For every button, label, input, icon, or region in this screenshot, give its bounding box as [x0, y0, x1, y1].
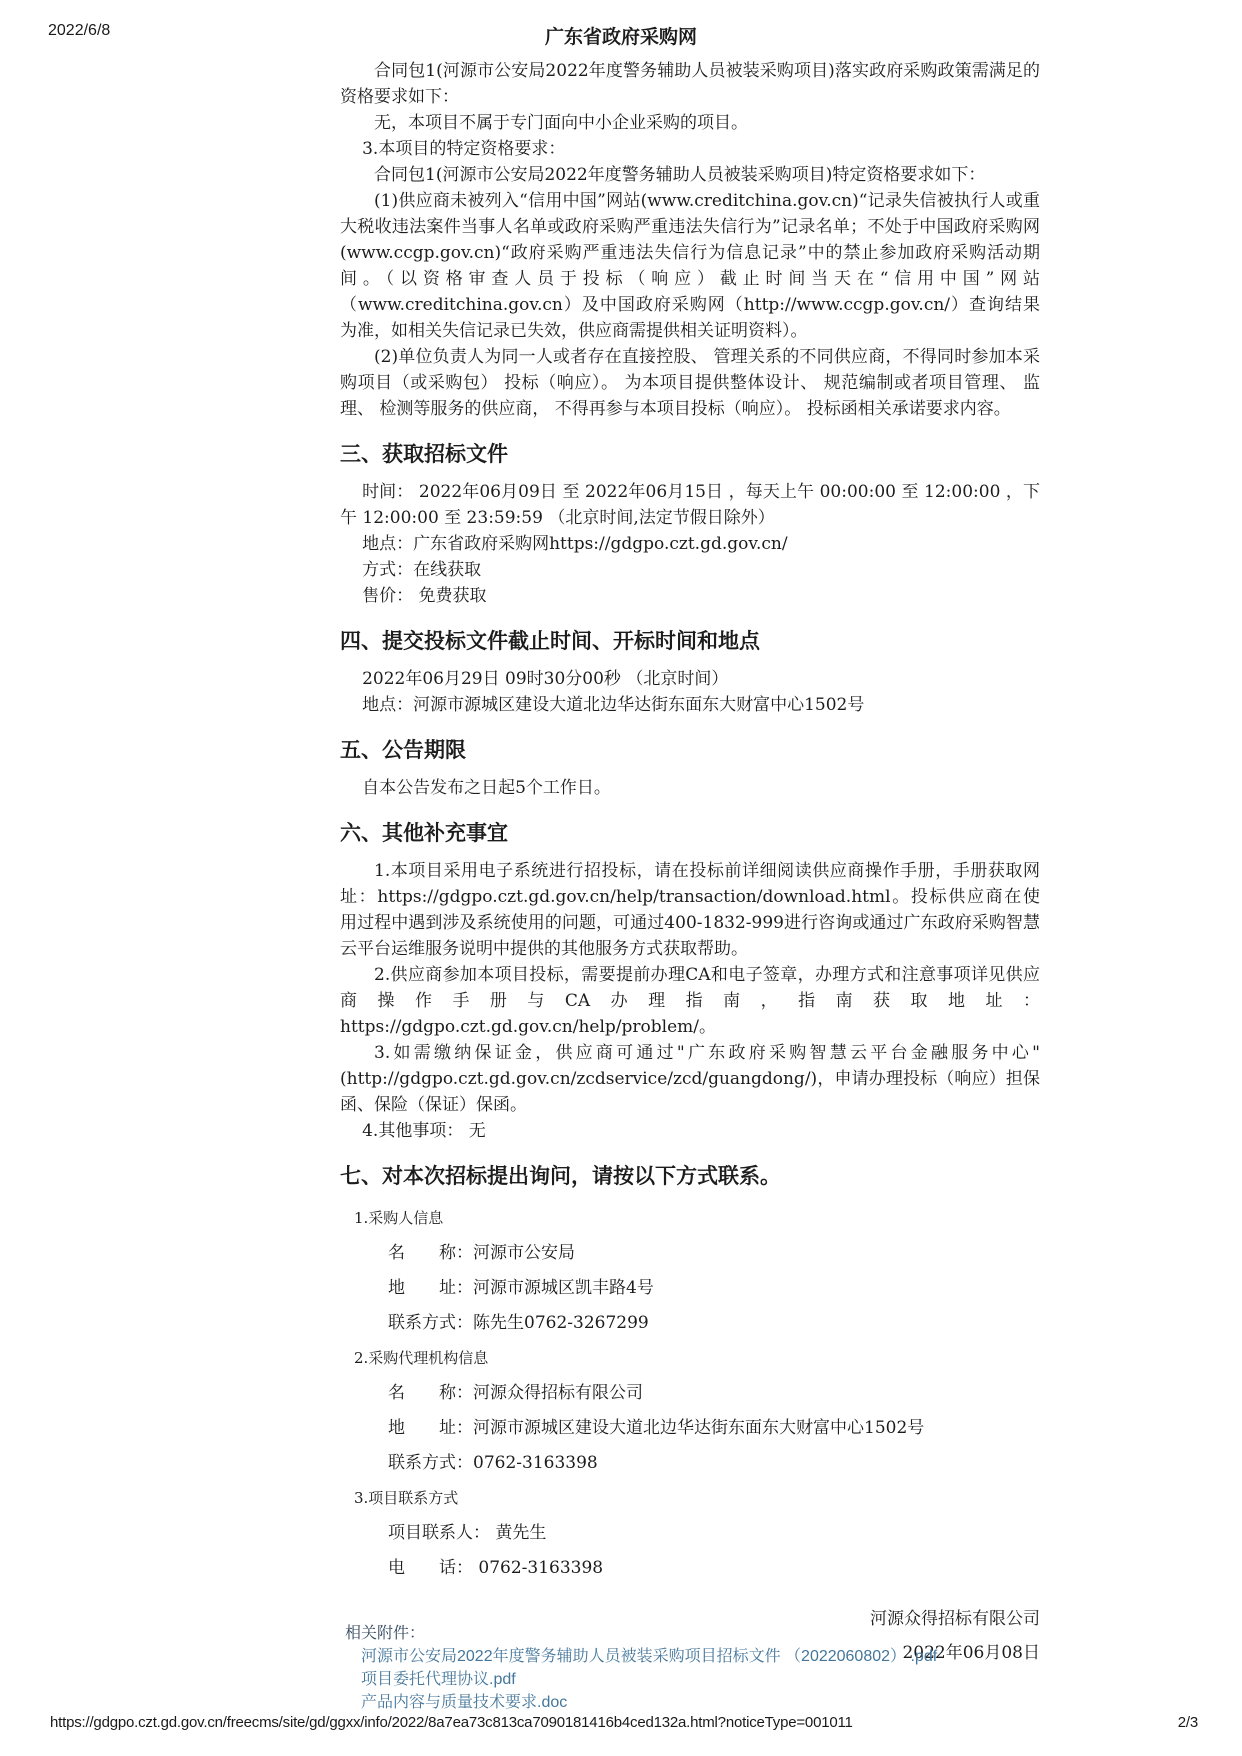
attachment-link[interactable]: 产品内容与质量技术要求.doc: [361, 1694, 568, 1711]
paragraph: 无，本项目不属于专门面向中小企业采购的项目。: [374, 113, 748, 133]
paragraph: 2.供应商参加本项目投标，需要提前办理CA和电子签章，办理方式和注意事项详见供应商操作手册与CA办理指南，指南获取地址： https://gdgpo.czt.gd.gov.cn/help/problem/。: [340, 965, 1040, 1037]
contact-row: 名 称：河源众得招标有限公司: [388, 1383, 643, 1403]
section-heading: 三、获取招标文件: [340, 441, 508, 466]
footer-url: https://gdgpo.czt.gd.gov.cn/freecms/site/gd/ggxx/info/2022/8a7ea73c813ca7090181416b4ced132a.html?noticeType=001011: [50, 1714, 853, 1731]
paragraph: (1)供应商未被列入“信用中国”网站(www.creditchina.gov.cn)“记录失信被执行人或重大税收违法案件当事人名单或政府采购严重违法失信行为”记录名单；不处于中国政府采购网(www.ccgp.gov.cn)“政府采购严重违法失信行为信息记录”中的禁止参加政府采购活动期间。（以资格审查人员于投标（响应）截止时间当天在“信用中国”网站（www.creditchina.gov.cn）及中国政府采购网（http://www.ccgp.gov.cn/）查询结果为准，如相关失信记录已失效，供应商需提供相关证明资料）。: [340, 191, 1040, 341]
footer-page-number: 2/3: [1177, 1714, 1198, 1731]
paragraph: 自本公告发布之日起5个工作日。: [362, 778, 611, 798]
section-heading: 四、提交投标文件截止时间、开标时间和地点: [340, 628, 760, 653]
contact-row: 地 址：河源市源城区建设大道北边华达街东面东大财富中心1502号: [388, 1418, 925, 1438]
contact-group-label: 3.项目联系方式: [354, 1489, 459, 1507]
contact-group-label: 1.采购人信息: [354, 1209, 444, 1227]
attachments-list: [345, 1645, 1065, 1714]
signature-company: 河源众得招标有限公司: [870, 1609, 1040, 1629]
print-footer: [50, 1714, 1198, 1731]
paragraph: 地点：广东省政府采购网https://gdgpo.czt.gd.gov.cn/: [362, 534, 788, 554]
signature-date: 2022年06月08日: [902, 1643, 1040, 1663]
attachments-section: [345, 1622, 1065, 1714]
contact-row: 联系方式：0762-3163398: [388, 1453, 598, 1473]
print-date: 2022/6/8: [48, 22, 111, 39]
page-title: 广东省政府采购网: [544, 27, 697, 48]
paragraph: 2022年06月29日 09时30分00秒 （北京时间）: [362, 669, 729, 689]
contact-row: 名 称：河源市公安局: [388, 1243, 575, 1263]
contact-group-label: 2.采购代理机构信息: [354, 1349, 489, 1367]
attachments-label: 相关附件：: [345, 1625, 426, 1642]
contact-row: 地 址：河源市源城区凯丰路4号: [388, 1278, 654, 1298]
document-blocks: [340, 58, 1040, 1586]
section-heading: 五、公告期限: [340, 737, 466, 762]
document-body: [340, 58, 1040, 1670]
paragraph: 时间： 2022年06月09日 至 2022年06月15日 ，每天上午 00:00:00 至 12:00:00 ，下午 12:00:00 至 23:59:59 （北京时间,法定节假日除外）: [340, 482, 1040, 528]
paragraph: 售价： 免费获取: [362, 586, 487, 606]
contact-row: 项目联系人： 黄先生: [388, 1523, 547, 1543]
paragraph: 合同包1(河源市公安局2022年度警务辅助人员被装采购项目)特定资格要求如下：: [374, 165, 986, 185]
section-heading: 七、对本次招标提出询问，请按以下方式联系。: [340, 1163, 781, 1188]
paragraph: 3.本项目的特定资格要求：: [362, 139, 566, 159]
paragraph: (2)单位负责人为同一人或者存在直接控股、 管理关系的不同供应商，不得同时参加本采购项目（或采购包） 投标（响应）。 为本项目提供整体设计、 规范编制或者项目管理、 监理、 检测等服务的供应商， 不得再参与本项目投标（响应）。 投标函相关承诺要求内容。: [340, 347, 1040, 419]
paragraph: 合同包1(河源市公安局2022年度警务辅助人员被装采购项目)落实政府采购政策需满足的资格要求如下：: [340, 61, 1040, 107]
paragraph: 3.如需缴纳保证金，供应商可通过"广东政府采购智慧云平台金融服务中心"(http://gdgpo.czt.gd.gov.cn/zcdservice/zcd/guangdong/)，申请办理投标（响应）担保函、保险（保证）保函。: [340, 1043, 1040, 1115]
paragraph: 1.本项目采用电子系统进行招投标，请在投标前详细阅读供应商操作手册，手册获取网址：https://gdgpo.czt.gd.gov.cn/help/transaction/download.html。投标供应商在使用过程中遇到涉及系统使用的问题，可通过400-1832-999进行咨询或通过广东政府采购智慧云平台运维服务说明中提供的其他服务方式获取帮助。: [340, 861, 1040, 959]
section-heading: 六、其他补充事宜: [340, 820, 508, 845]
contact-row: 电 话： 0762-3163398: [388, 1558, 604, 1578]
contact-row: 联系方式：陈先生0762-3267299: [388, 1313, 649, 1333]
attachment-link[interactable]: 河源市公安局2022年度警务辅助人员被装采购项目招标文件 （2022060802） .pdf: [361, 1648, 938, 1665]
paragraph: 地点：河源市源城区建设大道北边华达街东面东大财富中心1502号: [362, 695, 865, 715]
paragraph: 4.其他事项： 无: [362, 1121, 486, 1141]
attachment-link[interactable]: 项目委托代理协议.pdf: [361, 1671, 516, 1688]
paragraph: 方式：在线获取: [362, 560, 482, 580]
